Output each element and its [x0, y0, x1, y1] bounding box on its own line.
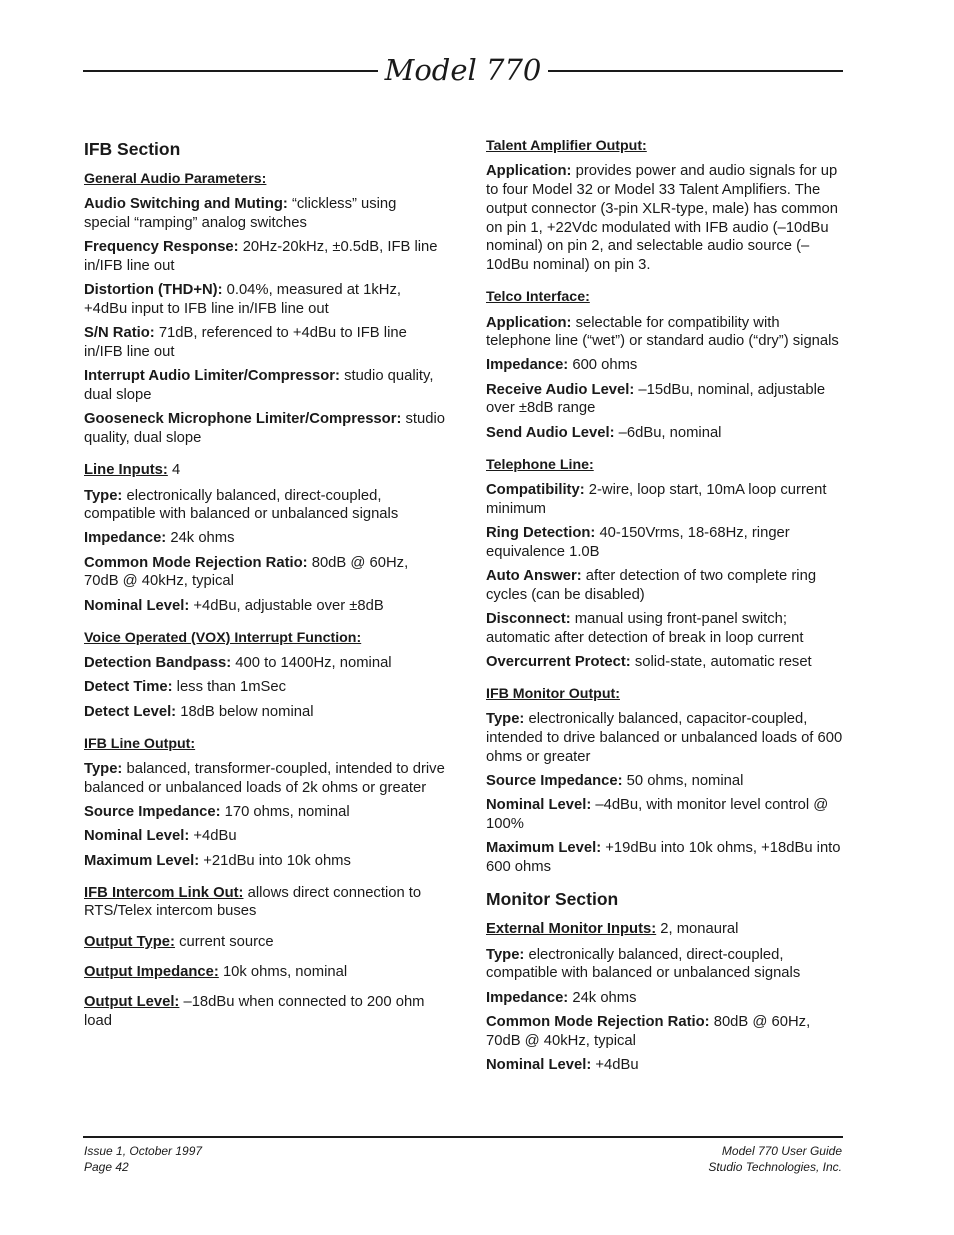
spec-tel-overcurrent: Overcurrent Protect: solid-state, automatic reset: [486, 653, 812, 670]
section-title-ifb: IFB Section: [84, 139, 181, 159]
spec-line-cmrr: Common Mode Rejection Ratio: 80dB @ 60Hz, 70dB @ 40kHz, typical: [84, 554, 409, 590]
spec-ext-cmrr: Common Mode Rejection Ratio: 80dB @ 60Hz, 70dB @ 40kHz, typical: [486, 1013, 811, 1049]
spec-output-level: Output Level: –18dBu when connected to 200 ohm load: [84, 994, 425, 1029]
spec-vox-bandpass: Detection Bandpass: 400 to 1400Hz, nominal: [84, 655, 392, 672]
spec-sn-ratio: S/N Ratio: 71dB, referenced to +4dBu to IFB line in/IFB line out: [84, 325, 407, 360]
spec-mon-type: Type: electronically balanced, capacitor-coupled, intended to drive balanced or unbalanced loads of 600 ohms or greater: [486, 711, 843, 765]
header-rule-right: [548, 70, 843, 72]
footer-rule: [83, 1136, 843, 1138]
spec-ext-nominal: Nominal Level: +4dBu: [486, 1056, 639, 1073]
spec-telco-receive: Receive Audio Level: –15dBu, nominal, adjustable over ±8dB range: [486, 381, 826, 417]
spec-line-nominal: Nominal Level: +4dBu, adjustable over ±8dB: [84, 597, 384, 614]
spec-mon-maximum: Maximum Level: +19dBu into 10k ohms, +18dBu into 600 ohms: [486, 840, 841, 875]
ext-monitor-heading-row: External Monitor Inputs: 2, monaural: [486, 921, 739, 938]
spec-audio-switching: Audio Switching and Muting: “clickless” using special “ramping” analog switches: [84, 196, 397, 232]
footer-issue: Issue 1, October 1997: [84, 1144, 203, 1158]
footer-right: [708, 1144, 842, 1175]
spec-vox-time: Detect Time: less than 1mSec: [84, 679, 287, 696]
line-inputs-heading-row: Line Inputs: 4: [84, 461, 181, 478]
subheading-general-audio: General Audio Parameters:: [84, 171, 267, 187]
spec-telco-impedance: Impedance: 600 ohms: [486, 357, 638, 374]
spec-ifb-out-impedance: Source Impedance: 170 ohms, nominal: [84, 804, 350, 821]
spec-intercom-link: IFB Intercom Link Out: allows direct connection to RTS/Telex intercom buses: [84, 884, 422, 920]
spec-ext-impedance: Impedance: 24k ohms: [486, 989, 637, 1006]
spec-interrupt-limiter: Interrupt Audio Limiter/Compressor: studio quality, dual slope: [84, 368, 434, 403]
subheading-telco-interface: Telco Interface:: [486, 289, 590, 306]
spec-tel-compat: Compatibility: 2-wire, loop start, 10mA loop current minimum: [486, 482, 827, 517]
spec-telco-send: Send Audio Level: –6dBu, nominal: [486, 424, 722, 441]
spec-output-type: Output Type: current source: [84, 933, 274, 950]
spec-vox-level: Detect Level: 18dB below nominal: [84, 703, 314, 720]
section-title-monitor: Monitor Section: [486, 889, 619, 910]
subheading-external-monitor: External Monitor Inputs:: [486, 921, 657, 938]
spec-talent-application: Application: provides power and audio signals for up to four Model 32 or Model 33 Talent Amplifiers. The output connector (3-pin XLR-type, male) has common on pin 1, +22Vdc modulated with IFB audio (–10dBu nominal) on pin 2, and selectable audio source (–10dBu nominal) on pin 3.: [486, 163, 839, 273]
spec-tel-disconnect: Disconnect: manual using front-panel switch; automatic after detection of break in loop current: [486, 610, 804, 646]
footer-left: [84, 1144, 202, 1175]
spec-output-impedance: Output Impedance: 10k ohms, nominal: [84, 963, 348, 980]
subheading-ifb-line-output: IFB Line Output:: [84, 735, 196, 752]
right-column: [486, 137, 848, 1080]
spec-tel-ring: Ring Detection: 40-150Vrms, 18-68Hz, ringer equivalence 1.0B: [486, 525, 790, 560]
spec-line-impedance: Impedance: 24k ohms: [84, 530, 235, 547]
spec-mon-nominal: Nominal Level: –4dBu, with monitor level control @ 100%: [486, 797, 829, 832]
spec-line-type: Type: electronically balanced, direct-coupled, compatible with balanced or unbalanced signals: [84, 487, 399, 523]
subheading-telephone-line: Telephone Line:: [486, 456, 594, 473]
page-header-title: Model 770: [384, 53, 542, 87]
header-rule-left: [83, 70, 378, 72]
spec-ifb-out-nominal: Nominal Level: +4dBu: [84, 828, 237, 845]
spec-ifb-out-maximum: Maximum Level: +21dBu into 10k ohms: [84, 852, 351, 869]
subheading-ifb-monitor-output: IFB Monitor Output:: [486, 685, 620, 702]
footer-company: Studio Technologies, Inc.: [708, 1159, 842, 1174]
spec-distortion: Distortion (THD+N): 0.04%, measured at 1kHz, +4dBu input to IFB line in/IFB line out: [84, 282, 401, 317]
spec-ext-type: Type: electronically balanced, direct-coupled, compatible with balanced or unbalanced signals: [486, 946, 801, 982]
subheading-vox: Voice Operated (VOX) Interrupt Function:: [84, 629, 362, 646]
subheading-line-inputs: Line Inputs:: [84, 461, 168, 478]
spec-mon-impedance: Source Impedance: 50 ohms, nominal: [486, 773, 744, 789]
footer-page-number: Page 42: [84, 1159, 129, 1174]
spec-tel-answer: Auto Answer: after detection of two complete ring cycles (can be disabled): [486, 567, 817, 603]
left-column: [84, 138, 446, 1036]
subheading-talent-amplifier: Talent Amplifier Output:: [486, 138, 647, 154]
spec-telco-application: Application: selectable for compatibility with telephone line (“wet”) or standard audio (“dry”) signals: [486, 314, 839, 350]
footer-guide-title: Model 770 User Guide: [721, 1144, 842, 1158]
spec-ifb-out-type: Type: balanced, transformer-coupled, intended to drive balanced or unbalanced loads of 2k ohms or greater: [84, 761, 445, 796]
spec-gooseneck-limiter: Gooseneck Microphone Limiter/Compressor: studio quality, dual slope: [84, 410, 445, 446]
spec-frequency-response: Frequency Response: 20Hz-20kHz, ±0.5dB, IFB line in/IFB line out: [84, 239, 438, 275]
